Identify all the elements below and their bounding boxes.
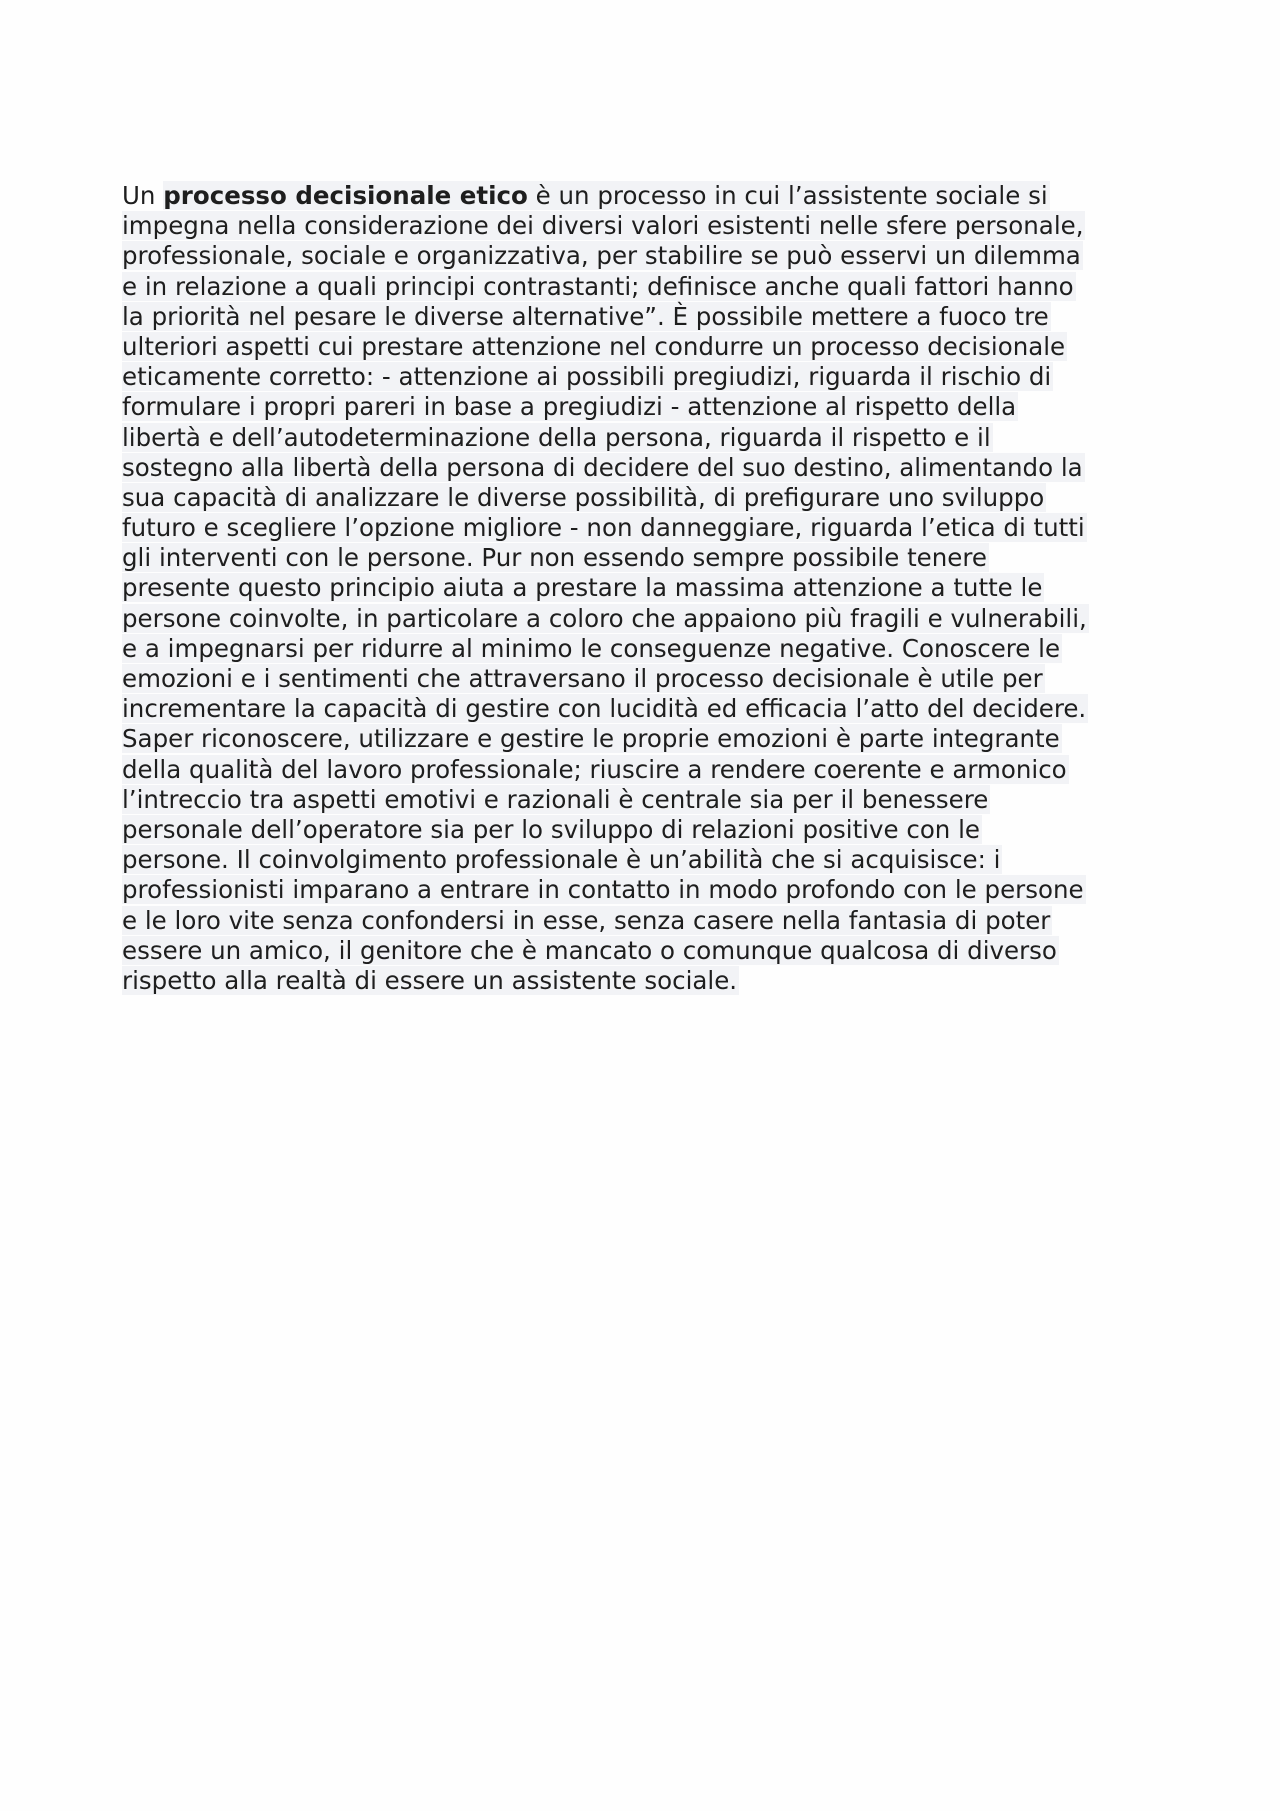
line-text: ulteriori aspetti cui prestare attenzione nel condurre un processo decisionale — [122, 331, 1066, 361]
line-text: e in relazione a quali principi contrastanti; definisce anche quali fattori hanno — [122, 271, 1074, 301]
paragraph-line — [122, 362, 1172, 392]
line-text: incrementare la capacità di gestire con lucidità ed efficacia l’atto del decidere. — [122, 694, 1087, 724]
paragraph-line — [122, 634, 1172, 664]
line-text: essere un amico, il genitore che è mancato o comunque qualcosa di diverso — [122, 935, 1057, 965]
paragraph-line — [122, 211, 1172, 241]
intro-prefix: Un — [122, 181, 164, 210]
line-text: eticamente corretto: - attenzione ai possibili pregiudizi, riguarda il rischio di — [122, 362, 1052, 392]
line-text: impegna nella considerazione dei diversi valori esistenti nelle sfere personale, — [122, 211, 1084, 241]
paragraph-line — [122, 392, 1172, 422]
paragraph-line-1 — [122, 181, 1172, 211]
paragraph-line — [122, 906, 1172, 936]
paragraph-line — [122, 423, 1172, 453]
paragraph-line — [122, 875, 1172, 905]
paragraph-line — [122, 272, 1172, 302]
line-text: professionale, sociale e organizzativa, per stabilire se può esservi un dilemma — [122, 241, 1081, 271]
line-text: rispetto alla realtà di essere un assistente sociale. — [122, 965, 738, 995]
paragraph-line — [122, 543, 1172, 573]
line-text: gli interventi con le persone. Pur non essendo sempre possibile tenere — [122, 543, 987, 573]
line-text: persone. Il coinvolgimento professionale è un’abilità che si acquisisce: i — [122, 845, 1001, 875]
line-text: sostegno alla libertà della persona di decidere del suo destino, alimentando la — [122, 452, 1083, 482]
line-text: è un processo in cui l’assistente sociale si — [527, 181, 1048, 210]
paragraph-line — [122, 785, 1172, 815]
line-text: formulare i propri pareri in base a pregiudizi - attenzione al rispetto della — [122, 392, 1017, 422]
paragraph-line — [122, 453, 1172, 483]
line-text: persone coinvolte, in particolare a coloro che appaiono più fragili e vulnerabili, — [122, 603, 1087, 633]
line-text: sua capacità di analizzare le diverse possibilità, di prefigurare uno sviluppo — [122, 482, 1045, 512]
line-text: l’intreccio tra aspetti emotivi e razionali è centrale sia per il benessere — [122, 784, 989, 814]
line-text: della qualità del lavoro professionale; riuscire a rendere coerente e armonico — [122, 754, 1067, 784]
line-text: libertà e dell’autodeterminazione della persona, riguarda il rispetto e il — [122, 422, 991, 452]
paragraph-line — [122, 755, 1172, 785]
bold-term: processo decisionale etico — [163, 181, 528, 210]
paragraph-line — [122, 483, 1172, 513]
paragraph-line — [122, 815, 1172, 845]
body-paragraph — [122, 181, 1172, 996]
paragraph-line — [122, 573, 1172, 603]
line-text: e le loro vite senza confondersi in esse, senza casere nella fantasia di poter — [122, 905, 1051, 935]
paragraph-line — [122, 845, 1172, 875]
line-text: professionisti imparano a entrare in contatto in modo profondo con le persone — [122, 875, 1084, 905]
paragraph-line — [122, 664, 1172, 694]
paragraph-line — [122, 694, 1172, 724]
line-text: presente questo principio aiuta a prestare la massima attenzione a tutte le — [122, 573, 1043, 603]
paragraph-line — [122, 302, 1172, 332]
paragraph-line — [122, 604, 1172, 634]
paragraph-line — [122, 724, 1172, 754]
line-text: Saper riconoscere, utilizzare e gestire le proprie emozioni è parte integrante — [122, 724, 1060, 754]
paragraph-line — [122, 332, 1172, 362]
line-text: personale dell’operatore sia per lo sviluppo di relazioni positive con le — [122, 814, 981, 844]
paragraph-line — [122, 241, 1172, 271]
line-text: futuro e scegliere l’opzione migliore - non danneggiare, riguarda l’etica di tutti — [122, 513, 1085, 543]
paragraph-line — [122, 966, 1172, 996]
paragraph-line — [122, 513, 1172, 543]
line-text: emozioni e i sentimenti che attraversano il processo decisionale è utile per — [122, 664, 1043, 693]
line-text: la priorità nel pesare le diverse alternative”. È possibile mettere a fuoco tre — [122, 301, 1049, 331]
paragraph-line — [122, 936, 1172, 966]
line-text: e a impegnarsi per ridurre al minimo le conseguenze negative. Conoscere le — [122, 633, 1061, 663]
